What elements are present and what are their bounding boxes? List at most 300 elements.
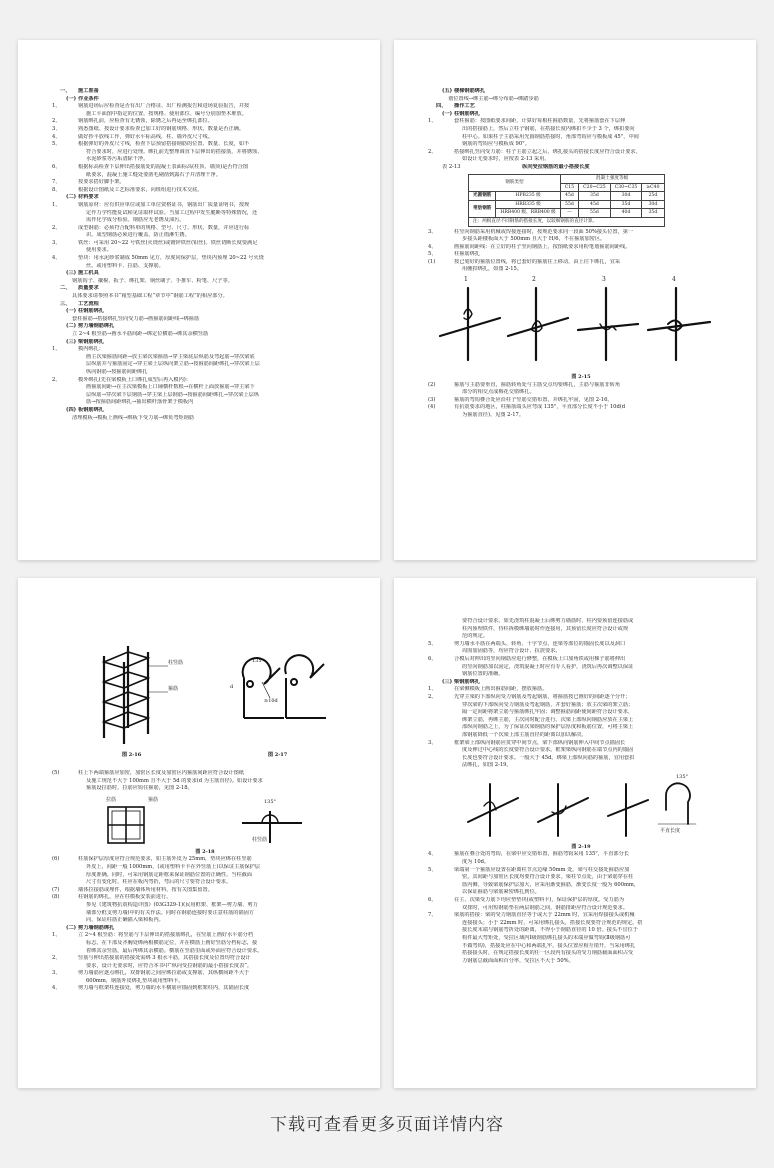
line-number: (4): [428, 404, 436, 411]
text-line: [52, 103, 358, 111]
text-line: [428, 851, 734, 859]
text-line: [52, 225, 358, 233]
text-line: [52, 879, 358, 887]
text-line: [428, 251, 734, 259]
line-text: 墙体拉接筋或埋件，根据墙体所用材料，按有关图集留置。: [78, 886, 213, 893]
text-line: [52, 785, 358, 793]
line-text: 施工准备: [78, 88, 99, 94]
figure-2-15-caption: 图 2-15: [571, 374, 591, 381]
text-line: [52, 111, 358, 119]
line-number: (三): [66, 338, 77, 345]
text-line: [428, 874, 734, 882]
line-text: 画主次梁箍筋间距→放主梁次梁箍筋→穿主梁底层纵筋及弯起筋→穿次梁底: [86, 353, 255, 360]
text-line: [52, 164, 358, 172]
text-line: [52, 217, 358, 225]
line-number: 4、: [428, 243, 437, 250]
line-number: (一): [442, 110, 453, 117]
line-number: 3、: [428, 228, 437, 235]
line-text: 标志，在下部及齐胸处绑两根横筋定位，并在横筋上画好竖筋分档标志，接: [86, 939, 258, 946]
text-line: [52, 978, 358, 986]
text-line: [428, 724, 734, 732]
line-text: 识。成型钢筋必须进行覆盖，防止雨淋生锈。: [86, 232, 190, 239]
line-number: (三): [66, 270, 77, 277]
table-cell: HRB400 级、RRB400 级: [496, 209, 560, 218]
text-line: [428, 96, 734, 104]
text-line: [428, 927, 734, 935]
line-number: (一): [66, 308, 77, 315]
line-text: 水泥砂浆等污垢清除干净。: [86, 156, 149, 163]
line-text: 柱中心。如果柱子主筋采用光圆钢筋搭接时，角部弯钩应与模板成 45°，中间: [462, 133, 639, 140]
text-line: [52, 864, 358, 872]
text-line: [52, 278, 358, 286]
table-col: C30~C35: [610, 183, 642, 192]
text-line: [428, 618, 734, 626]
text-line: [428, 111, 734, 119]
line-number: (四): [66, 406, 77, 413]
line-text: 立 2~4 根竖筋→画水平筋间距→绑定位横筋→绑其余横竖筋: [72, 331, 209, 337]
line-text: 清理模板→模板上画线→绑板下受力筋→绑负弯矩钢筋: [72, 414, 194, 421]
figure-2-19: [428, 770, 734, 844]
line-text: 丝。或用塑料卡、拉筋、支撑筋。: [86, 262, 164, 269]
text-line: [52, 172, 358, 180]
text-line: [428, 943, 734, 951]
table-cell: HPB235 级: [496, 192, 560, 201]
text-line: [52, 856, 358, 864]
line-number: (2): [428, 381, 436, 388]
line-text: 力钢筋总截面面积百分率，受拉区不大于 50%。: [462, 957, 574, 964]
line-text: 度及伸过中心线的长度要符合设计要求。框架梁纵向钢筋在端节点内的锚固: [462, 747, 634, 754]
page-4-text-b: [428, 851, 734, 965]
table-cell: 45d: [560, 192, 578, 201]
line-number: 2、: [52, 955, 61, 962]
line-number: 6、: [428, 655, 437, 662]
line-number: (一): [66, 95, 77, 102]
figure-2-18-caption: 图 2-18: [195, 848, 215, 855]
fig18-label-tie: 拉筋: [106, 796, 117, 803]
text-line: [428, 935, 734, 943]
line-text: 画箍筋间距线：在立好的柱子竖向钢筋上，按图纸要求用粉笔划箍筋间距线。: [454, 243, 631, 250]
table-header-grade: 混凝土强度等级: [560, 174, 664, 183]
line-text: 墙部分框支剪力墙)中的有关作法。同时在钢筋连接时要注意柱筋的锚固方: [86, 909, 255, 916]
fig17-label-len: ≥10d: [264, 698, 278, 704]
text-line: [428, 958, 734, 966]
line-text: 度为 10d。: [462, 859, 490, 866]
text-line: [428, 867, 734, 875]
line-text: 部分的相交点成梅花交错绑扎。: [462, 389, 535, 396]
line-text: 套柱箍筋：按图纸要求间距，计算好每根柱箍筋数量，先将箍筋套在下层伸: [454, 118, 626, 125]
table-label: 表 2-13: [442, 163, 461, 170]
line-number: 1、: [428, 118, 437, 125]
document-page-3: [18, 578, 380, 1088]
text-line: [52, 407, 358, 415]
text-line: [52, 270, 358, 278]
line-text: 工艺流程: [78, 300, 99, 307]
text-line: [428, 950, 734, 958]
line-number: (三): [442, 678, 453, 685]
line-text: 根据标高检查下层伸出搭接筋处的混凝土表面标高(柱顶、墙顶)是否符合图: [78, 163, 249, 170]
line-number: (6): [52, 856, 60, 863]
text-line: [428, 141, 734, 149]
line-text: 出的搭接筋上，然后立柱子钢筋，在搭接长度内绑扣不少于 3 个，绑扣要向: [462, 125, 635, 132]
table-col: C20~C25: [579, 183, 611, 192]
line-text: 模内绑扎：: [78, 346, 104, 353]
text-line: [52, 301, 358, 309]
line-text: 为箍筋直径)。见图 2-17。: [462, 412, 525, 419]
line-text: 周围加固筋等，均应符合设计、抗震要求。: [462, 648, 561, 655]
line-number: 4、: [52, 985, 61, 992]
line-number: 3、: [428, 739, 437, 746]
text-line: [428, 656, 734, 664]
line-number: (五): [442, 88, 453, 94]
line-text: 梁钢筋绑扎: [454, 678, 480, 685]
line-text: 法绑扎，如图 2-19。: [462, 762, 512, 769]
line-number: 2、: [52, 118, 61, 125]
text-line: [52, 247, 358, 255]
line-number: 5、: [428, 640, 437, 647]
text-line: [52, 392, 358, 400]
figure-2-16-caption: 图 2-16: [122, 752, 142, 758]
text-line: [428, 382, 734, 390]
text-line: [52, 285, 358, 293]
line-text: 箍筋与主筋要垂直，箍筋转角处与主筋交点均要绑扎，主筋与箍筋非转角: [454, 381, 621, 388]
line-text: 有抗震要求的地区，柱箍筋端头应弯成 135°，平直部分长度不小于 10d(d: [454, 404, 626, 411]
text-line: [428, 859, 734, 867]
line-text: 不做弯钩)，搭接处应在中心和两端扎牢。接头位置应相互错开，当采用绑扎: [462, 942, 636, 949]
text-line: [428, 671, 734, 679]
line-text: 要求，设计无要求时，应符合本书中“纵向受拉钢筋的最小搭接长度表”。: [86, 962, 253, 969]
text-line: [428, 404, 734, 412]
line-text: 梁端第一个箍筋应设置在距离柱节点边缘 50mm 处。梁与柱交接处箍筋应加: [454, 866, 630, 873]
line-text: 剪力墙与框架柱连接处，剪力墙的水平横筋应锚固到框架柱内，其锚固长度: [78, 985, 250, 992]
line-text: 部钢筋降低一个次梁上部主筋直径的距离以加以解决。: [462, 731, 587, 738]
text-line: [52, 932, 358, 940]
text-line: [428, 244, 734, 252]
line-text: 立 2~4 根竖筋：将竖筋与下层伸出的搭接筋绑扎，在竖筋上画好水平筋分档: [78, 932, 254, 939]
text-line: [52, 263, 358, 271]
line-text: 成型钢筋：必须符合配料单的规格、型号、尺寸、形状、数量，并应进行标: [78, 224, 250, 231]
line-number: 1、: [52, 103, 61, 110]
document-page-2: [394, 40, 756, 560]
fig19-label-angle: 135°: [676, 773, 689, 780]
text-line: [52, 156, 358, 164]
text-line: [52, 872, 358, 880]
line-number: 3、: [52, 125, 61, 132]
text-line: [428, 236, 734, 244]
line-text: 参见《建筑物抗震构造详图》(03G329-1)(民用框架、框架—剪力墙、剪力: [86, 901, 258, 908]
line-text: 搭接接头时，在规定搭接长度的任一区段内有接头的受力钢筋截面面积占受: [462, 950, 634, 957]
line-text: 剪力墙钢筋绑扎: [78, 924, 115, 931]
page-2-text: [428, 88, 734, 420]
text-line: [52, 910, 358, 918]
fig18-label-main: 柱竖筋: [252, 836, 268, 843]
line-number: 6、: [428, 897, 437, 904]
fig-label: 2: [532, 276, 536, 284]
text-line: [52, 323, 358, 331]
text-line: [52, 346, 358, 354]
table-cell: 光圆钢筋: [469, 192, 496, 201]
text-line: [52, 985, 358, 993]
text-line: [428, 389, 734, 397]
text-line: [428, 679, 734, 687]
text-line: [52, 194, 358, 202]
table-cell: 35d: [642, 209, 664, 218]
text-line: [52, 770, 358, 778]
table-header-type: 钢筋类型: [469, 174, 561, 191]
line-text: 材料要求: [78, 194, 99, 201]
text-line: [52, 917, 358, 925]
text-line: [52, 354, 358, 362]
text-line: [428, 694, 734, 702]
line-text: 施工机具: [78, 270, 99, 277]
text-line: [428, 717, 734, 725]
table-row: [469, 192, 665, 201]
line-text: 具体要求请参照本书“箱型基础工程”章节中“钢筋工程”的相应部分。: [72, 293, 228, 300]
table-cell: 55d: [579, 209, 611, 218]
text-line: [428, 747, 734, 755]
text-line: [428, 103, 734, 111]
line-number: (5): [52, 770, 60, 776]
text-line: [428, 755, 734, 763]
text-line: [428, 259, 734, 267]
text-line: [428, 156, 734, 164]
table-cell: 40d: [610, 209, 642, 218]
figure-2-19-caption: 图 2-19: [571, 843, 591, 850]
line-number: 5、: [428, 866, 437, 873]
fig16-label-main: 柱竖筋: [168, 660, 184, 666]
line-text: 筋内侧，导致梁筋保护层加大，应采用渐变箍筋，渐变长度一般为 600mm，: [462, 881, 640, 888]
text-line: [52, 293, 358, 301]
figure-2-15-drawing: [428, 274, 728, 374]
text-line: [428, 882, 734, 890]
line-text: 搭接绑扎竖向受力筋：柱子主筋立起之后，绑扎接头的搭接长度应符合设计要求，: [454, 148, 641, 155]
text-line: [428, 641, 734, 649]
line-text: 框架梁上部纵向钢筋应贯穿中间节点，梁下部纵向钢筋伸入中间节点锚固长: [454, 739, 626, 746]
text-line: [52, 88, 358, 96]
line-text: 穿次梁的下部纵向受力钢筋及弯起钢筋，并套好箍筋；放主次梁的架立筋；: [462, 701, 634, 708]
table-cell: 30d: [642, 200, 664, 209]
line-text: 柱内预埋铁件，待柱拆模绑墙筋时作连接用，其预留长度应符合设计或规: [462, 625, 629, 632]
line-text: 尺寸有变化时，柱应在板内弯折，弯后的尺寸要符合设计要求。: [86, 879, 232, 886]
text-line: [428, 664, 734, 672]
line-number: 2、: [52, 376, 61, 383]
line-text: 隔一定间距将架立筋与箍筋绑扎牢固；调整箍筋间距使间距符合设计要求，: [462, 709, 634, 716]
line-text: 接长度末端与钢筋弯折处的距离，不得小于钢筋直径的 10 倍。接头不宜位于: [462, 927, 638, 934]
line-text: 熟悉图纸、按设计要求检查已加工好的钢筋规格、形状、数量是否正确。: [78, 125, 245, 132]
text-line: [428, 762, 734, 770]
line-number: 2、: [428, 693, 437, 700]
document-page-1: [18, 40, 380, 560]
text-line: [52, 361, 358, 369]
fig-label: 3: [602, 276, 606, 284]
line-text: 箍筋在叠合处的弯钩，在梁中应交错布置，箍筋弯钩采用 135°，平直部分长: [454, 851, 629, 858]
text-line: [52, 118, 358, 126]
line-text: 厚度准确。同时，可采用钢筋定距框来保证钢筋位置的正确性。当柱截面: [86, 871, 253, 878]
text-line: [428, 134, 734, 142]
text-line: [428, 648, 734, 656]
line-text: 施工平面图中指定的位置，按规格、使用部位、编号分别加垫木堆放。: [86, 110, 247, 117]
text-line: [428, 626, 734, 634]
line-text: 套柱箍筋→搭接绑扎竖向受力筋→画箍筋间距线→绑箍筋: [72, 315, 200, 322]
line-text: 柱箍筋绑扎: [454, 251, 480, 258]
line-text: 绑架立筋，再绑主筋，主次同时配合进行。次梁上部纵向钢筋应放在主梁上: [462, 716, 634, 723]
figure-2-15: [428, 274, 734, 374]
figure-2-18-drawing: [52, 793, 352, 849]
text-line: [52, 126, 358, 134]
line-text: 钢筋的弯钩应与模板成 90°。: [462, 141, 530, 148]
line-text: 步接头距楼板面大于 500mm 且大于 H/6，不在箍筋加密区。: [462, 236, 606, 243]
text-line: [52, 970, 358, 978]
page-2-text-mid: [428, 229, 734, 275]
line-text: 纵向钢筋→按箍筋间距绑扎: [86, 368, 148, 375]
line-text: 及施工规范不大于 100mm 且不大于 5d 的要求(d 为主筋直径)。如设计要求: [86, 777, 263, 784]
text-line: [52, 179, 358, 187]
line-number: 7、: [428, 912, 437, 919]
line-text: 层纵筋并与箍筋固定→穿主梁上层纵向架立筋→按箍筋间距绑扎→穿次梁上层: [86, 361, 260, 368]
text-line: [52, 887, 358, 895]
text-line: [52, 415, 358, 423]
table-cell: 25d: [642, 192, 664, 201]
line-text: 筋→按箍筋间距绑扎→抽出横杆落骨架于模板内: [86, 399, 194, 406]
text-line: [428, 740, 734, 748]
line-text: 长度也要符合设计要求。一般大于 45d。绑梁上部纵向筋的箍筋，宜用套扣: [462, 754, 635, 761]
line-number: 1、: [52, 346, 61, 353]
text-line: [428, 149, 734, 157]
line-number: (二): [66, 323, 77, 330]
download-more-caption: 下载可查看更多页面详情内容: [270, 1115, 504, 1135]
text-line: [428, 686, 734, 694]
text-line: [52, 925, 358, 933]
line-number: (1): [428, 258, 436, 265]
line-text: 在主、次梁受力筋下均应垫垫块(或塑料卡)，保证保护层的厚度。受力筋为: [454, 897, 625, 904]
table-heading: [428, 164, 734, 172]
line-number: 四、: [436, 103, 447, 110]
text-line: [52, 369, 358, 377]
text-line: [52, 149, 358, 157]
page-4-text-a: [428, 618, 734, 770]
lap-length-table: [468, 174, 665, 227]
line-number: 7、: [52, 179, 61, 186]
page-4-text: [428, 618, 734, 965]
document-page-4: [394, 578, 756, 1088]
text-line: [52, 96, 358, 104]
line-text: 如设计无要求时，应按表 2-13 采用。: [462, 156, 550, 163]
text-line: [52, 210, 358, 218]
line-text: 钢筋原材：应有供应单位或加工单位资格证书，钢筋出厂质量证明书，按规: [78, 201, 250, 208]
text-line: [428, 266, 734, 274]
line-number: 4、: [52, 133, 61, 140]
line-text: 柱筋保护层厚度应符合规范要求，如主筋外皮为 25mm，垫块应绑在柱竖筋: [78, 856, 252, 863]
line-text: 纸要求，混凝土施工缝处要凿毛剔凿到露石子并清理干净。: [86, 171, 221, 178]
fig16-label-stirrup: 箍筋: [168, 686, 179, 692]
text-line: [52, 134, 358, 142]
line-text: 要符合设计要求。如先浇筑柱混凝土后绑剪力墙筋时，柱内要预留连接筋或: [462, 618, 634, 624]
text-line: [52, 202, 358, 210]
text-line: [52, 308, 358, 316]
fig18-label-stirrup: 箍筋: [148, 796, 159, 803]
page-2-text-bottom: [428, 382, 734, 420]
line-number: 8、: [52, 186, 61, 193]
text-line: [52, 331, 358, 339]
line-text: 垫块：用水泥砂浆制成 50mm 见方，厚度同保护层，垫块内预埋 20~22 号火烧: [78, 255, 264, 262]
line-text: 柱上下两端箍筋应加密，加密区长度及加密区内箍筋间距应符合设计图纸: [78, 770, 245, 776]
line-text: 剪力墙钢筋绑扎: [78, 323, 115, 330]
line-text: 模外绑扎(先在梁模板上口绑扎成型后再入模内)：: [78, 376, 191, 383]
table-cell: 45d: [579, 200, 611, 209]
text-line: [52, 778, 358, 786]
text-line: [428, 920, 734, 928]
line-text: 合模后对伸出的竖向钢筋应进行修整，在模板上口加角铁或用梯子筋将伸出: [454, 655, 626, 662]
line-text: 范的规定。: [462, 633, 488, 640]
text-line: [52, 377, 358, 385]
line-text: 密，其间距与加密区长度均要符合设计要求。梁柱节点处，由于梁筋穿在柱: [462, 874, 634, 881]
text-line: [52, 141, 358, 149]
text-line: [428, 88, 734, 96]
line-number: 三、: [60, 300, 71, 307]
text-line: [52, 255, 358, 263]
text-line: [52, 187, 358, 195]
line-text: 柱钢筋的绑扎，应在柱模板安装前进行。: [78, 894, 172, 901]
line-text: 柱竖向钢筋采用机械或焊接连接时，按规范要求同一段面 50%接头位置，第一: [454, 228, 634, 235]
line-text: 按要求搭好脚手架。: [78, 179, 125, 186]
table-note: 注：两根直径不同钢筋的搭接长度，以较细钢筋的直径计算。: [469, 217, 665, 226]
line-number: 1、: [428, 686, 437, 693]
table-cell: 35d: [579, 192, 611, 201]
line-text: 按已划好的箍筋位置线，将已套好的箍筋往上移动，由上往下绑扎，宜采: [454, 258, 621, 265]
fig17-label-angle: 135°: [252, 658, 265, 664]
text-line: [428, 905, 734, 913]
line-text: 铁丝：可采用 20~22 号铁丝(火烧丝)或镀锌铁丝(铅丝)。铁丝切断长度要满足: [78, 239, 258, 246]
line-text: 钢筋位置的准确。: [462, 671, 504, 678]
text-line: [428, 709, 734, 717]
line-number: 2、: [428, 148, 437, 155]
line-text: 柱钢筋绑扎: [454, 110, 480, 117]
line-text: 操作工艺: [454, 103, 475, 110]
line-text: 钢筋钩子、撬棍、扳子、绑扎架、钢丝刷子、手推车、粉笔、尺子等。: [72, 277, 233, 284]
line-text: 在梁侧模板上画出箍筋间距，摆放箍筋。: [454, 686, 548, 693]
line-text: 做好抄平放线工作，弹好水平标高线，柱、墙外皮尺寸线。: [78, 133, 213, 140]
line-text: 质量要求: [78, 285, 99, 292]
line-text: 竖筋与伸出搭接筋的搭接处需绑 3 根水平筋，其搭接长度及位置均符合设计: [78, 955, 251, 962]
text-line: [428, 732, 734, 740]
line-text: 双排时，可用短钢筋垫在两层钢筋之间，钢筋排距应符合设计规范要求。: [462, 904, 629, 911]
line-number: 1、: [52, 932, 61, 939]
line-text: 箍筋的弯钩叠合处应沿柱子竖筋交错布置，并绑扎牢固，见图 2-16。: [454, 396, 613, 403]
table-row: [469, 209, 665, 218]
line-text: 根据弹好的外皮尺寸线，检查下层预留搭接钢筋的位置、数量、长度，如不: [78, 141, 250, 148]
text-line: [52, 399, 358, 407]
table-row: [469, 200, 665, 209]
table-title: 纵向受拉钢筋的最小搭接长度: [522, 163, 590, 170]
table-cell: 55d: [560, 200, 578, 209]
fig-label: 4: [672, 276, 676, 284]
page-3-text-b: [52, 856, 358, 993]
line-text: 梁钢筋绑扎: [78, 338, 104, 345]
line-text: 作业条件: [78, 95, 99, 102]
figure-2-18: [52, 793, 358, 849]
line-text: 外皮上，间距一般 1000mm，(或用塑料卡卡在外竖筋上)以保证主筋保护层: [86, 863, 260, 870]
text-line: [428, 702, 734, 710]
line-text: 着绑其余竖筋，最后再绑其余横筋。横筋在竖筋里面或外面应符合设计要求。: [86, 947, 263, 954]
line-text: 构件最大弯矩处，受拉区域内Ⅰ级钢筋绑扎接头的末端应做弯钩(Ⅱ级钢筋可: [462, 935, 631, 941]
text-line: [52, 902, 358, 910]
table-cell: 30d: [610, 192, 642, 201]
line-number: (二): [66, 194, 77, 201]
fig18-label-angle: 135°: [264, 798, 277, 805]
line-number: (3): [428, 396, 436, 403]
line-text: 向，保证柱筋正确锚入梁和板内。: [86, 917, 164, 924]
figure-2-17-caption: 图 2-17: [268, 752, 288, 758]
line-number: 5、: [52, 141, 61, 148]
